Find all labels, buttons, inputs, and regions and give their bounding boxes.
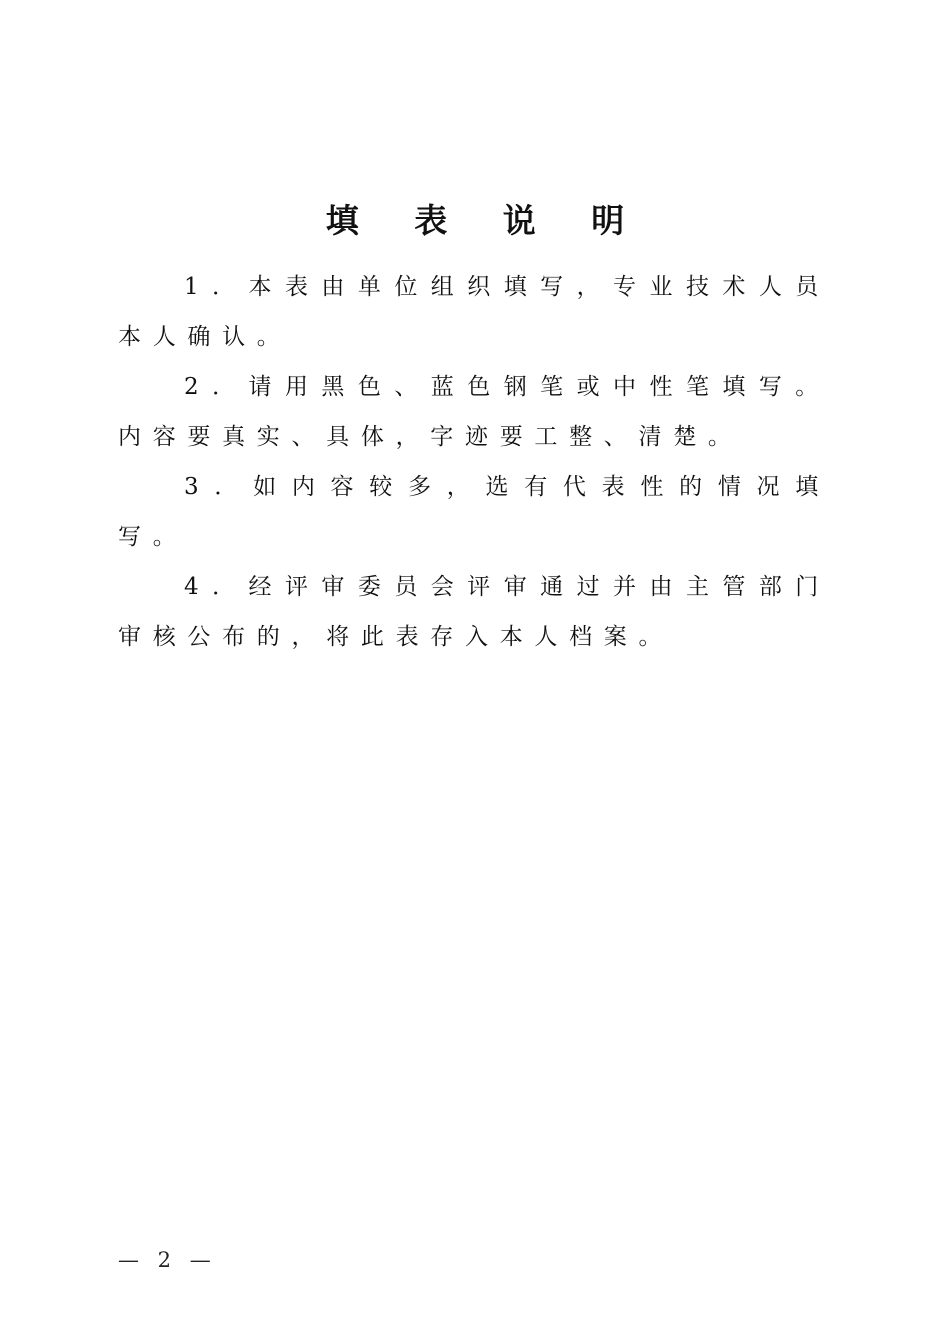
instruction-item-1: 1．本表由单位组织填写，专业技术人员本人确认。: [118, 274, 830, 350]
page-number: — 2 —: [118, 1248, 217, 1272]
instructions-list: [118, 262, 830, 662]
instruction-item-4: 4．经评审委员会评审通过并由主管部门审核公布的，将此表存入本人档案。: [118, 574, 830, 650]
page-title: 填 表 说 明: [325, 201, 647, 240]
instruction-item-2: 2．请用黑色、蓝色钢笔或中性笔填写。内容要真实、具体，字迹要工整、清楚。: [118, 374, 830, 450]
instruction-item-3: 3．如内容较多，选有代表性的情况填写。: [118, 474, 830, 550]
